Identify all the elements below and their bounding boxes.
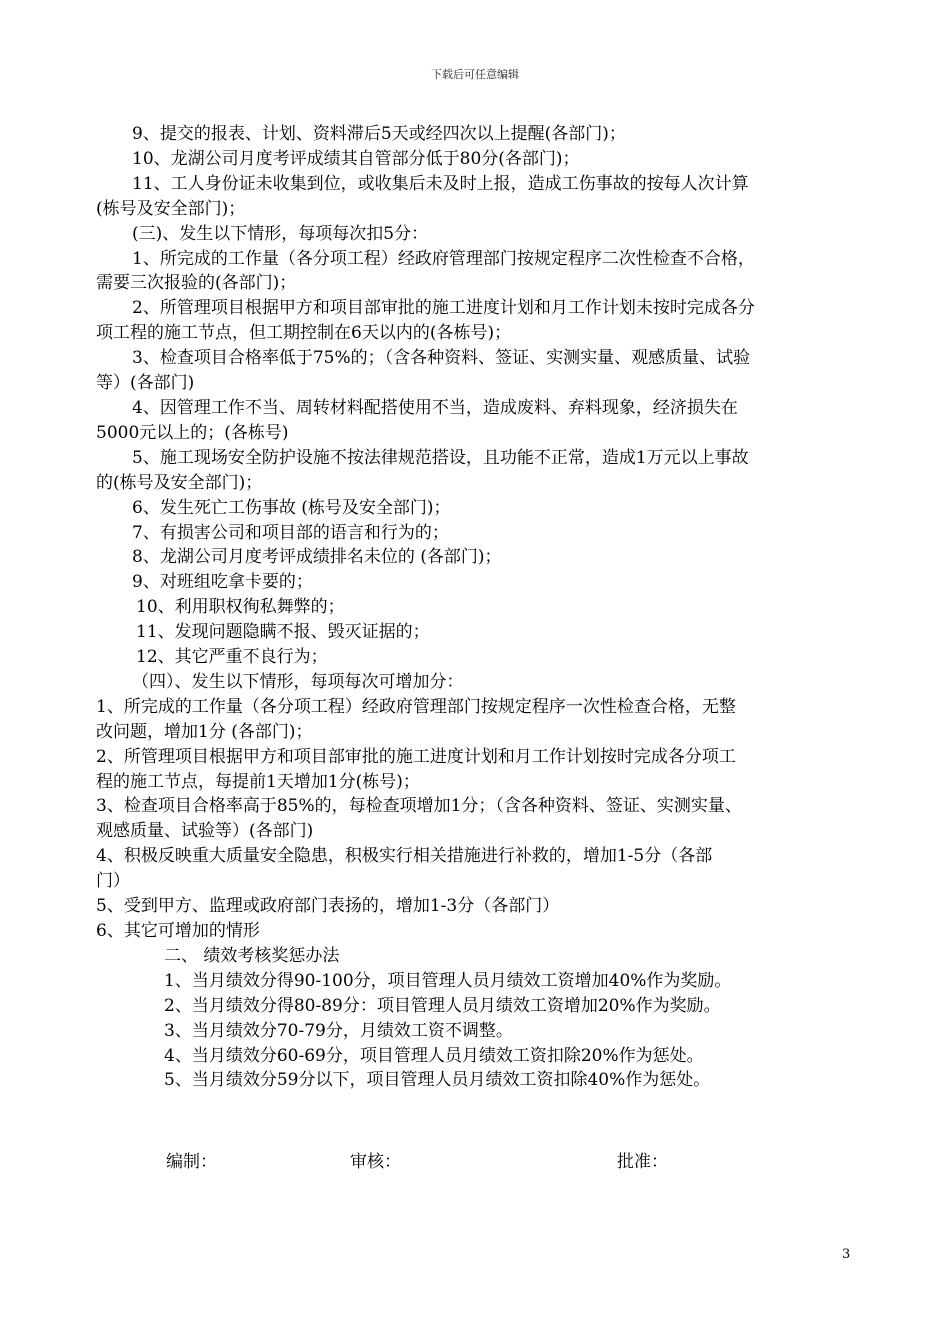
text-line: 4、当月绩效分60-69分，项目管理人员月绩效工资扣除20%作为惩处。 (164, 1045, 704, 1066)
text-line: 2、所管理项目根据甲方和项目部审批的施工进度计划和月工作计划按时完成各分项工 (96, 746, 736, 767)
text-line: 5、施工现场安全防护设施不按法律规范搭设，且功能不正常，造成1万元以上事故 (132, 447, 749, 468)
text-line: 1、所完成的工作量（各分项工程）经政府管理部门按规定程序一次性检查合格，无整 (96, 696, 736, 717)
reviewed-by-label: 审核： (350, 1152, 401, 1172)
text-line: 改问题，增加1分 (各部门)； (96, 721, 313, 742)
page-number: 3 (842, 1247, 851, 1262)
text-line: 11、工人身份证未收集到位，或收集后未及时上报，造成工伤事故的按每人次计算 (132, 173, 749, 194)
text-line: 12、其它严重不良行为； (136, 647, 328, 668)
text-line: （四）、发生以下情形，每项每次可增加分： (132, 671, 464, 692)
text-line: 的(栋号及安全部门)； (96, 472, 263, 493)
page-header: 下载后可任意编辑 (431, 68, 519, 81)
text-line: 10、利用职权徇私舞弊的； (136, 597, 345, 618)
text-line: 3、检查项目合格率低于75%的；（含各种资料、签证、实测实量、观感质量、试验 (132, 348, 751, 369)
text-line: 4、因管理工作不当、周转材料配搭使用不当，造成废料、弃料现象，经济损失在 (132, 397, 738, 418)
text-line: 7、有损害公司和项目部的语言和行为的； (132, 522, 449, 543)
text-line: 9、提交的报表、计划、资料滞后5天或经四次以上提醒(各部门)； (132, 124, 626, 144)
text-line: 1、当月绩效分得90-100分，项目管理人员月绩效工资增加40%作为奖励。 (164, 970, 732, 991)
document-body (96, 122, 852, 1093)
text-line: 8、龙湖公司月度考评成绩排名未位的 (各部门)； (132, 547, 502, 568)
text-line: (三)、发生以下情形，每项每次扣5分： (132, 223, 429, 244)
text-line: 门） (96, 871, 130, 892)
approved-by-label: 批准： (617, 1152, 668, 1172)
text-line: 5、受到甲方、监理或政府部门表扬的，增加1-3分（各部门） (96, 896, 560, 917)
text-line: 2、所管理项目根据甲方和项目部审批的施工进度计划和月工作计划未按时完成各分 (132, 298, 755, 319)
text-line: 3、检查项目合格率高于85%的，每检查项增加1分；（含各种资料、签证、实测实量、 (96, 796, 742, 817)
text-line: 1、所完成的工作量（各分项工程）经政府管理部门按规定程序二次性检查不合格， (132, 248, 755, 269)
text-line: 二、 绩效考核奖惩办法 (164, 945, 340, 966)
text-line: 11、发现问题隐瞒不报、毁灭证据的； (136, 622, 430, 643)
text-line: 3、当月绩效分70-79分，月绩效工资不调整。 (164, 1020, 513, 1041)
compiled-by-label: 编制： (166, 1152, 217, 1172)
text-line: 需要三次报验的(各部门)； (96, 273, 297, 294)
text-line: 5000元以上的；(各栋号) (96, 422, 289, 443)
text-line: 9、对班组吃拿卡要的； (132, 572, 313, 593)
text-line: 项工程的施工节点，但工期控制在6天以内的(各栋号)； (96, 323, 512, 344)
text-line: (栋号及安全部门)； (96, 198, 246, 219)
text-line: 10、龙湖公司月度考评成绩其自管部分低于80分(各部门)； (132, 148, 580, 169)
text-line: 等）(各部门) (96, 373, 195, 394)
text-line: 6、其它可增加的情形 (96, 921, 260, 941)
text-line: 4、积极反映重大质量安全隐患，积极实行相关措施进行补救的，增加1-5分（各部 (96, 846, 713, 867)
text-line: 2、当月绩效分得80-89分：项目管理人员月绩效工资增加20%作为奖励。 (164, 995, 721, 1016)
text-line: 程的施工节点，每提前1天增加1分(栋号)； (96, 771, 420, 792)
text-line: 5、当月绩效分59分以下，项目管理人员月绩效工资扣除40%作为惩处。 (164, 1070, 711, 1091)
text-line: 观感质量、试验等）(各部门) (96, 821, 314, 842)
text-line: 6、发生死亡工伤事故 (栋号及安全部门)； (132, 497, 451, 518)
